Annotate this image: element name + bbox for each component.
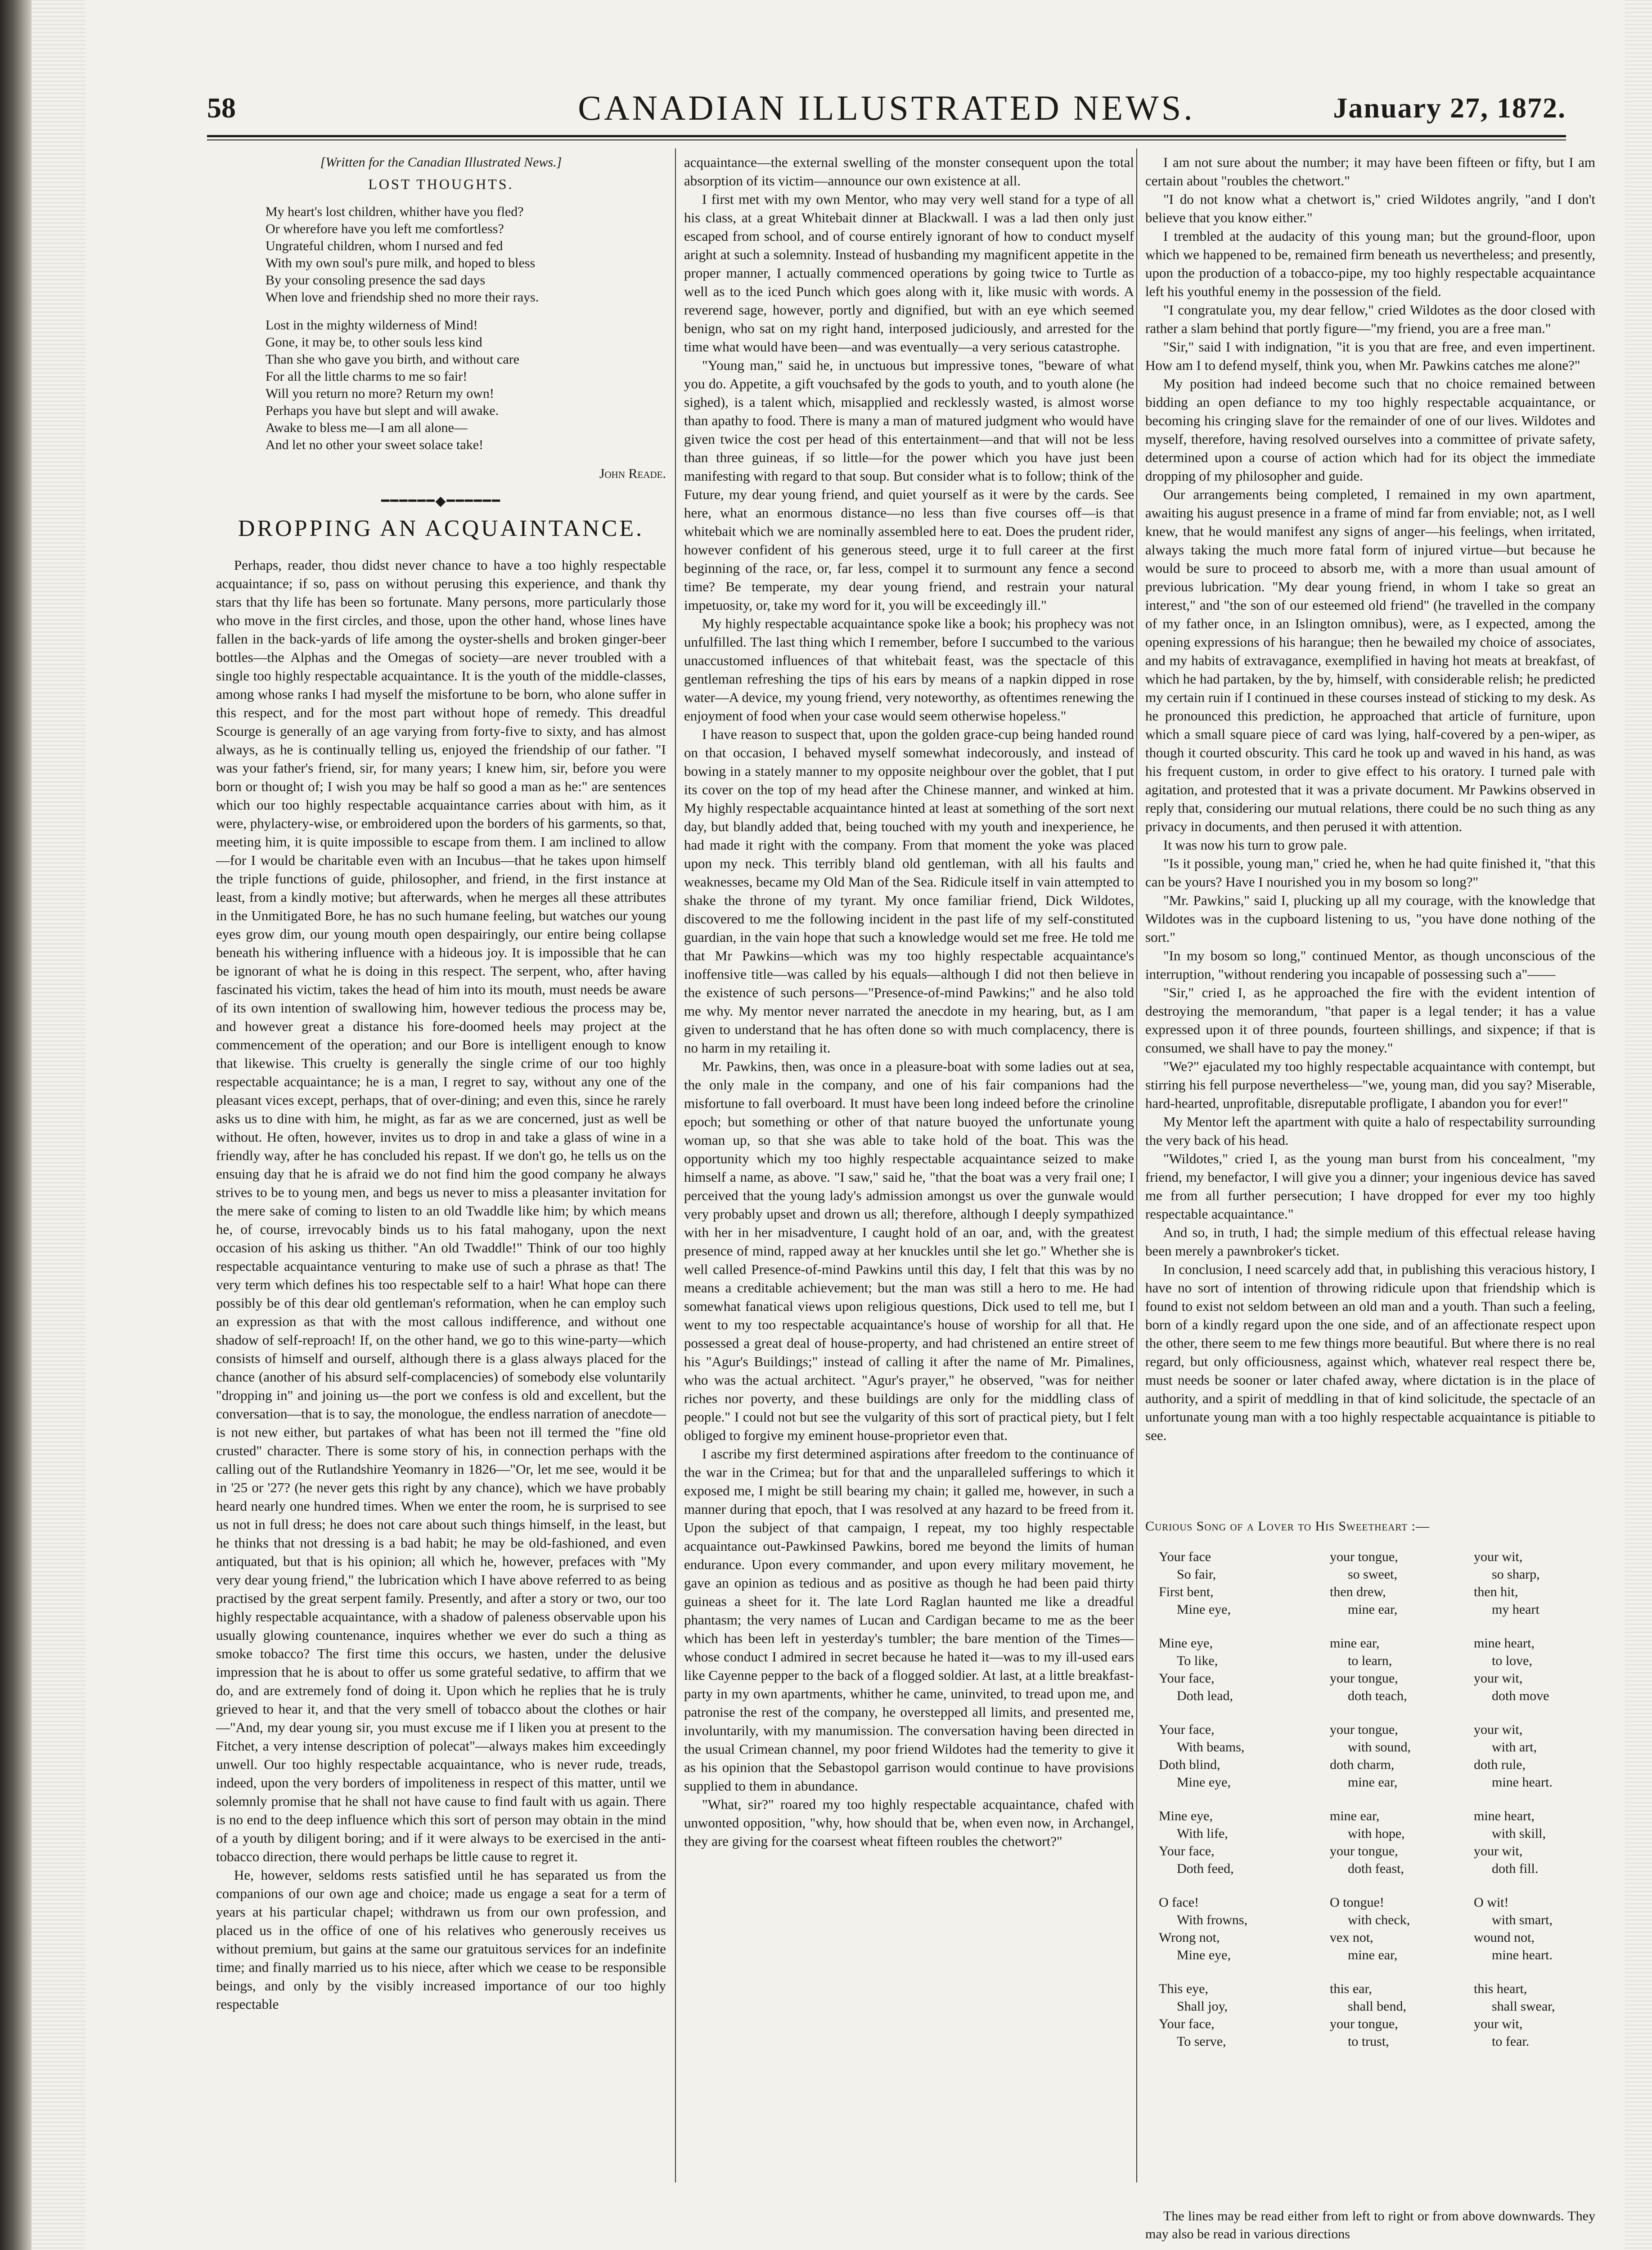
article-paragraph: He, however, seldoms rests satisfied until he has separated us from the companions of our own age and choice; made us engage a seat for a term of years at his particular chapel; withdrawn us from our own profession, and placed us in the office of one of his relatives who generously receives us without premium, but gains at the same our gratuitous services for an indefinite time; and finally married us to his niece, after which we cease to be responsible beings, and only by the visibly increased importance of our too highly respectable — [216, 1867, 666, 2012]
article-paragraph: "Sir," cried I, as he approached the fire with the evident intention of destroying the memorandum, "that paper is a legal tender; it has a value expressed upon it of three pounds, fourteen shillings, and sixpence; if that is consumed, we shall have to pay the money." — [1145, 985, 1595, 1056]
song-cell: Doth lead, — [1177, 1688, 1233, 1703]
poem-stanza — [266, 317, 666, 454]
song-cell: Your face, — [1159, 1722, 1215, 1737]
song-cell: doth teach, — [1348, 1688, 1407, 1703]
poem-line: Awake to bless me—I am all alone— — [266, 420, 468, 435]
song-cell: your tongue, — [1330, 1844, 1398, 1858]
song-cell: Doth blind, — [1159, 1757, 1220, 1772]
song-cell: mine ear, — [1348, 1948, 1398, 1962]
poem-line: Gone, it may be, to other souls less kind — [266, 335, 482, 350]
poem-line: And let no other your sweet solace take! — [266, 437, 483, 452]
song-cell: your tongue, — [1330, 1671, 1398, 1686]
poem-line: Perhaps you have but slept and will awake. — [266, 403, 499, 418]
article-paragraph: "I congratulate you, my dear fellow," cried Wildotes as the door closed with rather a slam behind that portly figure—"my friend, you are a free man." — [1145, 302, 1595, 336]
song-cell: With beams, — [1177, 1740, 1245, 1755]
poem-author: John Reade. — [599, 466, 666, 481]
song-cell: to fear. — [1492, 2034, 1530, 2049]
column-rule — [1136, 148, 1137, 2182]
song-cell: so sweet, — [1348, 1567, 1397, 1582]
song-cell: then hit, — [1474, 1584, 1518, 1599]
article-paragraph: I first met with my own Mentor, who may very well stand for a type of all his class, at a great Whitebait dinner at Blackwall. I was a lad then only just escaped from school, and of course entirely ignorant of how to conduct myself aright at such a solemnity. Instead of husbanding my magnificent appetite in the proper manner, I actually commenced operations by going twice to Turtle as well as to the iced Punch which goes along with it, like music with words. A reverend sage, however, portly and dignified, but with an eye which seemed benign, who sat on my right hand, interposed judiciously, and arrested for the time what would have been—and was eventually—a very serious catastrophe. — [684, 191, 1134, 355]
song-cell: Doth feed, — [1177, 1861, 1234, 1876]
article-paragraph: "I do not know what a chetwort is," cried Wildotes angrily, "and I don't believe that you know either." — [1145, 191, 1595, 225]
poem-body — [216, 203, 666, 454]
song-cell: doth fill. — [1492, 1861, 1539, 1876]
ornament-divider-icon: ━━━━━━◆━━━━━━ — [381, 494, 501, 508]
article-paragraph: acquaintance—the external swelling of the monster consequent upon the total absorption of its victim—announce our own existence at all. — [684, 154, 1134, 189]
song-note: The lines may be read either from left to right or from above downwards. They may also be read in various directions — [1145, 2209, 1595, 2241]
column-1 — [216, 153, 666, 2178]
song-stanza — [1159, 1721, 1595, 1791]
article-paragraph: In conclusion, I need scarcely add that, in publishing this veracious history, I have no sort of intention of throwing ridicule upon that friendship which is found to exist not seldom between an old man and a youth. Than such a feeling, born of a kindly regard upon the one side, and of an affectionate respect upon the other, there seem to me few things more beautiful. But where there is no real regard, but only officiousness, against which, whatever real respect there be, must needs be sooner or later chafed away, where dictation is in the place of authority, and a spirit of meddling in that of kind solicitude, the spectacle of an unfortunate young man with a too highly respectable acquaintance is pitiable to see. — [1145, 1261, 1595, 1443]
article-paragraph: Perhaps, reader, thou didst never chance to have a too highly respectable acquaintance; if so, pass on without perusing this experience, and thank thy stars that thy life has been so fortunate. Many persons, more particularly those who move in the first circles, and those, upon the other hand, whose lines have fallen in the back-yards of life among the oyster-shells and broken ginger-beer bottles—the Alphas and the Omegas of society—are never troubled with a single too highly respectable acquaintance. It is the youth of the middle-classes, among whose ranks I had myself the misfortune to be born, who alone suffer in this respect, and for the most part without hope of remedy. This dreadful Scourge is generally of an age varying from forty-five to sixty, and has almost always, as he is continually telling us, enjoyed the friendship of our father. "I was your father's friend, sir, for many years; I knew him, sir, before you were born or thought of; I wish you may be half so good a man as he:" are sentences which our too highly respectable acquaintance carries about with him, as it were, phylactery-wise, or embroidered upon the borders of his garments, so that, meeting him, it is quite impossible to escape from them. I am inclined to allow—for I would be charitable even with an Incubus—that he takes upon himself the triple functions of guide, philosopher, and friend, in the first instance at least, from a kindly motive; but afterwards, when he merges all these attributes in the Unmitigated Bore, he has no such humane feeling, but watches our young eyes grow dim, our young mouth open despairingly, our entire being collapse beneath his withering influence with a hideous joy. It is impossible that he can be ignorant of what he is doing in this respect. The serpent, who, after having fascinated his victim, takes the head of him into its mouth, must needs be aware of its own intention of swallowing him, however tedious the process may be, and however great a distance his fore-doomed heels may project at the commencement of the operation; and our Bore is intelligent enough to know that likewise. This cruelty is generally the single crime of our too highly respectable acquaintance; he is a man, I regret to say, without any one of the pleasant vices except, perhaps, that of over-dining; and even this, since he rarely asks us to dine with him, he might, as far as we are concerned, just as well be without. He often, however, invites us to drop in and take a glass of wine in a friendly way, after he has concluded his repast. If we don't go, he tells us on the ensuing day that he is afraid we do not find him the good company he always strives to be to young men, and begs us never to miss a pleasanter invitation for the mere sake of coming to listen to an old Twaddle like him; by which means he, of course, irrevocably binds us to his fatal mahogany, upon the next occasion of his asking us thither. "An old Twaddle!" Think of our too highly respectable acquaintance venturing to make use of such a phrase as that! The very term which defines his too respectable self to a hair! What hope can there possibly be of this dear old gentleman's reformation, when he can employ such an expression as that with the most callous indifference, and without one shadow of self-reproach! If, on the other hand, we go to this wine-party—which consists of himself and ourself, although there is a glass always placed for the chance (another of his absurd self-complacencies) of somebody else voluntarily "dropping in" and joining us—the port we confess is old and excellent, but the conversation—that is to say, the monologue, the endless narration of anecdote—is not new either, but partakes of what has been not ill termed the "fine old crusted" character. There is some story of his, in connection perhaps with the calling out of the Rutlandshire Yeomanry in 1826—"Or, let me see, would it be in '25 or '27? (he never gets this right by any chance), which we have probably heard nearly one hundred times. When we enter the room, he is surprised to see us not in full dress; he does not care about such things himself, in the least, but he thinks that not dressing is a bad habit; he may be old-fashioned, and even antiquated, but that is his opinion; all which he, however, prefaces with "My very dear young friend," the lubrication which I have above referred to as being practised by the great serpent family. Presently, and after a story or two, our too highly respectable acquaintance, with a shadow of paleness observable upon his usually glowing countenance, inquires whether we ever do such a thing as smoke tobacco? The first time this occurs, we hasten, under the delusive impression that he is about to offer us some grateful sedative, to affirm that we do, and are extremely fond of doing it. Upon which he replies that he is truly grieved to hear it, and that the very smell of tobacco about the clothes or hair—"And, my dear young sir, you must excuse me if I liken you at present to the Fitchet, a very intense description of polecat"—always makes him exceedingly unwell. Our too highly respectable acquaintance, who is never rude, treads, indeed, upon the very borders of impoliteness in respect of this matter, until we solemnly promise that he shall not have cause to find fault with us again. There is no end to the deep influence which this sort of person may obtain in the mind of a youth by diligent boring; and if it were always to be exercised in the anti-tobacco direction, there would perhaps be little cause to regret it. — [216, 557, 666, 1864]
poem-line: Ungrateful children, whom I nursed and fed — [266, 238, 503, 253]
song-cell: doth move — [1492, 1688, 1549, 1703]
song-cell: mine ear, — [1348, 1602, 1398, 1617]
page-number: 58 — [207, 92, 236, 124]
poem-credit: [Written for the Canadian Illustrated News.] — [320, 155, 562, 170]
article-paragraph: "Young man," said he, in unctuous but impressive tones, "beware of what you do. Appetite, a gift vouchsafed by the gods to youth, and to youth alone (he sighed), is a talent which, misapplied and recklessly wasted, is almost worse than apathy to food. There is many a man of matured judgment who would have given twice the cost per head of this entertainment—and that will not be less than three guineas, if so little—for the power which you have just been manifesting with regard to that soup. But consider what is to follow; think of the Future, my dear young friend, and quiet yourself as it were by the cards. See here, what an enormous distance—no less than five courses off—is that whitebait which we are nominally assembled here to eat. Does the prudent rider, however confident of his generous steed, urge it to full career at the first beginning of the race, or, far less, compel it to surmount any fence a second time? Be temperate, my dear young friend, and restrain your natural impetuosity, or, take my word for it, you will be exceedingly ill." — [684, 357, 1134, 613]
song-cell: O face! — [1159, 1895, 1199, 1910]
poem-line: Than she who gave you birth, and without care — [266, 352, 520, 367]
poem-stanza — [266, 203, 666, 306]
song-cell: with hope, — [1348, 1826, 1405, 1841]
article-paragraph: "Wildotes," cried I, as the young man burst from his concealment, "my friend, my benefactor, I will give you a dinner; your ingenious device has saved me from all further persecution; I have dropped for ever my too highly respectable acquaintance." — [1145, 1151, 1595, 1222]
article-paragraph: "Mr. Pawkins," said I, plucking up all my courage, with the knowledge that Wildotes was in the cupboard listening to us, "you have done nothing of the sort." — [1145, 892, 1595, 945]
article-paragraph: "Sir," said I with indignation, "it is you that are free, and even impertinent. How am I to defend myself, think you, when Mr. Pawkins catches me alone?" — [1145, 339, 1595, 373]
song-cell: Mine eye, — [1177, 1948, 1231, 1962]
song-cell: mine ear, — [1330, 1636, 1380, 1651]
column-rule — [675, 148, 676, 2182]
song-cell: with skill, — [1492, 1826, 1546, 1841]
article-paragraph: I ascribe my first determined aspirations after freedom to the continuance of the war in the Crimea; but for that and the unparalleled sufferings to which it exposed me, I might be still bearing my chain; it galled me, however, in such a manner during that epoch, that I was resolved at any hazard to be freed from it. Upon the subject of that campaign, I repeat, my too highly respectable acquaintance out-Pawkinsed Pawkins, bored me beyond the limits of human endurance. Upon every commander, and upon every military movement, he gave an opinion as tedious and as positive as though he had been paid thirty guineas a sheet for it. The late Lord Raglan haunted me like a dreadful phantasm; the very names of Lucan and Cardigan became to me as the beer which has been left in yesterday's tumbler; the bare mention of the Times—whose conduct I admired in secret because he hated it—was to my ill-used ears like Cayenne pepper to the back of a flogged soldier. At last, at a little breakfast-party in my own apartments, whither he came, uninvited, to tread upon me, and patronise the rest of the company, he overstepped all limits, and presented me, involuntarily, with my manumission. The conversation having been directed in the usual Crimean channel, my poor friend Wildotes had the temerity to give it as his opinion that the Sebastopol garrison would continue to have provisions supplied to them in abundance. — [684, 1446, 1134, 1794]
song-cell: doth rule, — [1474, 1757, 1526, 1772]
song-cell: Mine eye, — [1159, 1636, 1213, 1651]
masthead — [207, 88, 1566, 137]
article-title: DROPPING AN ACQUAINTANCE. — [238, 516, 644, 541]
song-cell: Your face, — [1159, 1671, 1215, 1686]
song-cell: your wit, — [1474, 1844, 1523, 1858]
article-paragraph: "In my bosom so long," continued Mentor, as though unconscious of the interruption, "without rendering you incapable of possessing such a"—— — [1145, 948, 1595, 982]
article-paragraph: It was now his turn to grow pale. — [1163, 837, 1347, 853]
song-cell: To like, — [1177, 1653, 1218, 1668]
article-paragraph: My position had indeed become such that no choice remained between bidding an open defiance to my too highly respectable acquaintance, or becoming his cringing slave for the remainder of one of our lives. Wildotes and myself, therefore, having resolved ourselves into a committee of private safety, determined upon a course of action which had for its object the immediate dropping of my philosopher and guide. — [1145, 376, 1595, 484]
song-cell: mine ear, — [1348, 1775, 1398, 1790]
song-cell: mine ear, — [1330, 1809, 1380, 1823]
song-cell: Your face, — [1159, 1844, 1215, 1858]
song-stanza — [1159, 1548, 1595, 1618]
song-cell: to learn, — [1348, 1653, 1392, 1668]
scan-edge-left — [32, 0, 86, 2250]
poem-line: My heart's lost children, whither have you fled? — [266, 204, 524, 219]
song-cell: this ear, — [1330, 1981, 1372, 1996]
song-cell: doth charm, — [1330, 1757, 1395, 1772]
article-paragraph: I trembled at the audacity of this young man; but the ground-floor, upon which we happened to be, remained firm beneath us nevertheless; and presently, upon the production of a tobacco-pipe, my too highly respectable acquaintance left his youthful enemy in the possession of the field. — [1145, 228, 1595, 299]
article-paragraph: My highly respectable acquaintance spoke like a book; his prophecy was not unfulfilled. The last thing which I remember, before I succumbed to the various unaccustomed influences of that whitebait feast, was the spectacle of this gentleman refreshing the tips of his ears by means of a napkin dipped in rose water—A device, my young friend, very noteworthy, as oftentimes renewing the enjoyment of food when your case would seem otherwise hopeless." — [684, 616, 1134, 724]
song-cell: your wit, — [1474, 2016, 1523, 2031]
poem-line: Will you return no more? Return my own! — [266, 386, 494, 401]
song-cell: your tongue, — [1330, 2016, 1398, 2031]
song-cell: to trust, — [1348, 2034, 1389, 2049]
song-cell: So fair, — [1177, 1567, 1216, 1582]
issue-date: January 27, 1872. — [1333, 92, 1566, 124]
song-cell: mine heart, — [1474, 1809, 1535, 1823]
song-cell: wound not, — [1474, 1930, 1535, 1945]
song-cell: O wit! — [1474, 1895, 1509, 1910]
song-cell: Shall joy, — [1177, 1999, 1228, 2014]
song-cell: Wrong not, — [1159, 1930, 1220, 1945]
song-cell: your wit, — [1474, 1722, 1523, 1737]
song-title: Curious Song of a Lover to His Sweetheart :— — [1145, 1519, 1430, 1534]
song-cell: shall swear, — [1492, 1999, 1555, 2014]
song-body — [1159, 1548, 1595, 2066]
article-paragraph: "What, sir?" roared my too highly respectable acquaintance, chafed with unwonted opposition, "why, how should that be, when even now, in Archangel, they are giving for the coarsest wheat fifteen roubles the chetwort?" — [684, 1796, 1134, 1849]
song-cell: mine heart. — [1492, 1775, 1553, 1790]
poem-line: When love and friendship shed no more their rays. — [266, 290, 539, 305]
song-cell: This eye, — [1159, 1981, 1208, 1996]
song-stanza — [1159, 1634, 1595, 1705]
song-cell: your wit, — [1474, 1549, 1523, 1564]
song-cell: To serve, — [1177, 2034, 1226, 2049]
scan-edge-right — [1625, 0, 1652, 2250]
song-cell: First bent, — [1159, 1584, 1214, 1599]
article-paragraph: "Is it possible, young man," cried he, when he had quite finished it, "that this can be yours? Have I nourished you in my bosom so long?" — [1145, 855, 1595, 890]
article-paragraph: Mr. Pawkins, then, was once in a pleasure-boat with some ladies out at sea, the only male in the company, and one of his fair companions had the misfortune to fall overboard. It must have been long indeed before the crinoline epoch; but something or other of that nature buoyed the unfortunate young woman up, so that she was able to take hold of the boat. This was the opportunity which my too highly respectable acquaintance seized to make himself a name, as above. "I saw," said he, "that the boat was a very frail one; I perceived that the young lady's admission amongst us over the gunwale would very probably upset and drown us all; therefore, although I deeply sympathized with her in her misadventure, I caught hold of an oar, and, with the greatest presence of mind, rapped away at her knuckles until she let go." Whether she is well called Presence-of-mind Pawkins until this day, I felt that this was by no means a creditable achievement; but the man was still a hero to me. He had somewhat fanatical views upon religious questions, Dick used to tell me, but I went to my too respectable acquaintance's house of worship for all that. He possessed a great deal of house-property, and had christened an entire street of his "Agur's Buildings;" instead of calling it after the name of Mr. Pimalines, who was the actual architect. "Agur's prayer," he observed, "was for neither riches nor poverty, and these buildings are only for the middling class of people." I could not but see the vulgarity of this sort of practical piety, but I felt obliged to forgive my eminent house-proprietor even that. — [684, 1058, 1134, 1443]
song-cell: your tongue, — [1330, 1722, 1398, 1737]
column-3 — [1145, 153, 1595, 1485]
song-cell: shall bend, — [1348, 1999, 1406, 2014]
poem-line: For all the little charms to me so fair! — [266, 369, 468, 384]
article-paragraph: I have reason to suspect that, upon the golden grace-cup being handed round on that occasion, I behaved myself somewhat indecorously, and instead of bowing in a stately manner to my opposite neighbour over the goblet, that I put its cover on the top of my head after the Chinese manner, and winked at him. My highly respectable acquaintance hinted at least at something of the sort next day, but blandly added that, being touched with my youth and inexperience, he had made it right with the company. From that moment the yoke was placed upon my neck. This terribly bland old gentleman, with all his faults and weaknesses, became my Old Man of the Sea. Ridicule itself in vain attempted to shake the throne of my tyrant. My once familiar friend, Dick Wildotes, discovered to me the following incident in the past life of my self-constituted guardian, in the vain hope that such a knowledge would set me free. He told me that Mr Pawkins—which was my too highly respectable acquaintance's inoffensive title—was called by his equals—although I did not then believe in the existence of such persons—"Presence-of-mind Pawkins;" and he also told me why. My mentor never narrated the anecdote in my hearing, but, as I am given to understand that he has often done so with much complacency, there is no harm in my retailing it. — [684, 726, 1134, 1056]
poem-line: Lost in the mighty wilderness of Mind! — [266, 318, 478, 333]
song-cell: so sharp, — [1492, 1567, 1540, 1582]
poem-title: LOST THOUGHTS. — [368, 176, 514, 192]
song-cell: Mine eye, — [1159, 1809, 1213, 1823]
song-cell: mine heart, — [1474, 1636, 1535, 1651]
song-cell: to love, — [1492, 1653, 1532, 1668]
column-2 — [684, 153, 1134, 2187]
song-cell: your tongue, — [1330, 1549, 1398, 1564]
song-stanza — [1159, 1807, 1595, 1877]
song-cell: mine heart. — [1492, 1948, 1553, 1962]
song-cell: my heart — [1492, 1602, 1539, 1617]
song-cell: doth feast, — [1348, 1861, 1404, 1876]
song-cell: Your face, — [1159, 2016, 1215, 2031]
article-paragraph: My Mentor left the apartment with quite a halo of respectability surrounding the very back of his head. — [1145, 1114, 1595, 1148]
song-cell: this heart, — [1474, 1981, 1527, 1996]
song-stanza — [1159, 1980, 1595, 2050]
song-cell: With frowns, — [1177, 1912, 1248, 1927]
article-paragraph: I am not sure about the number; it may have been fifteen or fifty, but I am certain about "roubles the chetwort." — [1145, 154, 1595, 189]
poem-line: With my own soul's pure milk, and hoped to bless — [266, 256, 536, 270]
song-cell: with art, — [1492, 1740, 1537, 1755]
article-paragraph: And so, in truth, I had; the simple medium of this effectual release having been merely a pawnbroker's ticket. — [1145, 1224, 1595, 1259]
song-cell: Mine eye, — [1177, 1775, 1231, 1790]
poem-line: Or wherefore have you left me comfortless? — [266, 221, 504, 236]
masthead-rule — [207, 135, 1566, 140]
song-cell: then drew, — [1330, 1584, 1386, 1599]
article-paragraph: Our arrangements being completed, I remained in my own apartment, awaiting his august presence in a frame of mind far from enviable; not, as I well knew, that he would manifest any signs of anger—his feelings, when irritated, always taking the much more fatal form of injured virtue—but because he would be sure to proceed to absorb me, with a more than usual amount of previous lubrication. "My dear young friend, in whom I take so great an interest," and "the son of our esteemed old friend" (he travelled in the company of my father once, in an Islington omnibus), were, as I expected, among the opening expressions of his harangue; then he bewailed my choice of associates, and my habits of extravagance, exemplified in having hot meats at breakfast, of which he had partaken, by the by, himself, with considerable relish; he predicted my certain ruin if I continued in these courses instead of sticking to my desk. As he pronounced this prediction, he approached that article of furniture, upon which a small square piece of card was lying, half-covered by a pen-wiper, as though it courted obscurity. This card he took up and waved in his hand, as was his frequent custom, in order to give effect to his oratory. I turned pale with agitation, and protested that it was a private document. Mr Pawkins observed in reply that, considering our mutual relations, there could be no such thing as any privacy in documents, and then perused it with attention. — [1145, 486, 1595, 834]
poem-line: By your consoling presence the sad days — [266, 273, 486, 288]
song-cell: With life, — [1177, 1826, 1228, 1841]
song-stanza — [1159, 1894, 1595, 1964]
song-cell: with sound, — [1348, 1740, 1411, 1755]
song-cell: your wit, — [1474, 1671, 1523, 1686]
song-cell: Your face — [1159, 1549, 1211, 1564]
newspaper-title: CANADIAN ILLUSTRATED NEWS. — [578, 88, 1195, 127]
song-cell: vex not, — [1330, 1930, 1373, 1945]
article-paragraph: "We?" ejaculated my too highly respectable acquaintance with contempt, but stirring his fell purpose nevertheless—"we, young man, did you say? Miserable, hard-hearted, unprofitable, disreputable profligate, I abandon you for ever!" — [1145, 1058, 1595, 1111]
song-cell: with check, — [1348, 1912, 1410, 1927]
song-cell: O tongue! — [1330, 1895, 1384, 1910]
book-binding-shadow — [0, 0, 32, 2250]
song-cell: with smart, — [1492, 1912, 1553, 1927]
song-cell: Mine eye, — [1177, 1602, 1231, 1617]
